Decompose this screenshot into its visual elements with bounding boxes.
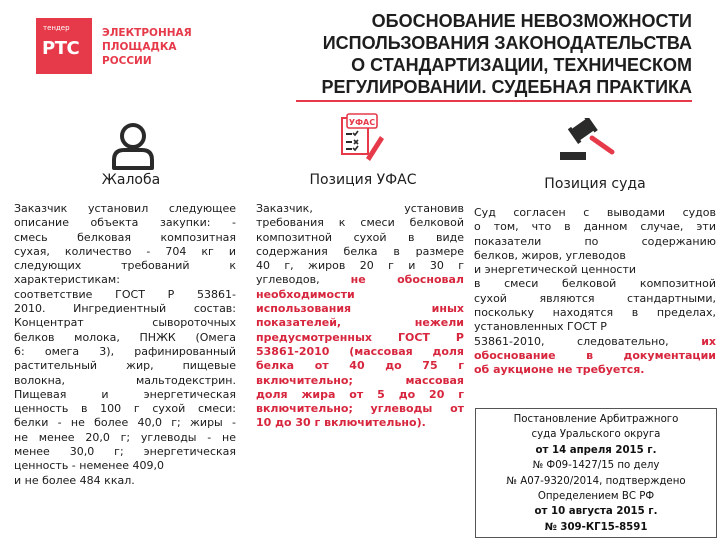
text-line: композитной сухой в виде bbox=[256, 230, 464, 244]
court-text bbox=[474, 206, 716, 378]
text-line: установленных ГОСТ Р bbox=[474, 320, 607, 334]
gavel-icon bbox=[556, 118, 618, 164]
title-line: О СТАНДАРТИЗАЦИИ, ТЕХНИЧЕСКОМ bbox=[351, 55, 692, 75]
text-fragment: углеводов, bbox=[256, 273, 320, 287]
logo-line: ЭЛЕКТРОННАЯ bbox=[102, 27, 192, 39]
text-line: характеристикам: bbox=[14, 273, 120, 287]
page-title bbox=[272, 10, 692, 98]
decision-line: Определением ВС РФ bbox=[537, 491, 655, 503]
text-line-mixed bbox=[256, 273, 464, 287]
text-line: 10 до 30 г включительно). bbox=[256, 416, 426, 430]
text-line: и энергетической ценности bbox=[474, 263, 637, 277]
logo-badge bbox=[36, 18, 92, 74]
text-line: Заказчик установил следующее bbox=[14, 202, 236, 215]
text-line: смесь белковая композитная bbox=[14, 230, 236, 244]
decision-line: суда Уральского округа bbox=[531, 429, 661, 441]
text-line: растительный жир, пищевые bbox=[14, 359, 236, 373]
text-line: поскольку находятся в пределах, bbox=[474, 306, 716, 320]
text-line: 53861-2010 (массовая доля bbox=[256, 344, 464, 358]
text-line: сухая, количество - 704 кг и bbox=[14, 244, 236, 258]
text-line: показатели по содержанию bbox=[474, 234, 716, 248]
text-line: Суд согласен с выводами судов bbox=[474, 206, 716, 219]
decision-line: № Ф09-1427/15 по делу bbox=[532, 460, 660, 472]
fas-document-icon bbox=[336, 112, 386, 164]
text-line: следующих требований к bbox=[14, 259, 236, 273]
fas-text bbox=[256, 202, 464, 431]
text-line: белки - не более 40,0 г; жиры - bbox=[14, 416, 236, 430]
logo bbox=[36, 18, 206, 78]
text-line: включительно; массовая bbox=[256, 373, 464, 387]
title-line: РЕГУЛИРОВАНИИ. СУДЕБНАЯ ПРАКТИКА bbox=[321, 77, 692, 97]
text-line: соответствие ГОСТ Р 53861- bbox=[14, 287, 236, 301]
fas-label: УФАС bbox=[348, 118, 376, 127]
text-line: не менее 20,0 г; углеводы - не bbox=[14, 430, 236, 444]
text-line-mixed bbox=[474, 335, 716, 349]
text-line: Заказчик, установив bbox=[256, 202, 464, 215]
text-line: ценность в 100 г сухой смеси: bbox=[14, 402, 236, 416]
text-line: и не более 484 ккал. bbox=[14, 473, 135, 487]
text-line: 2010. Ингредиентный состав: bbox=[14, 302, 236, 316]
logo-badge-big: РТС bbox=[42, 38, 80, 59]
text-line: белков молока, ПНЖК (Омега bbox=[14, 330, 236, 344]
title-line: ИСПОЛЬЗОВАНИЯ ЗАКОНОДАТЕЛЬСТВА bbox=[322, 33, 692, 53]
text-line: показателей, нежели bbox=[256, 316, 464, 330]
text-line: волокна, мальтодекстрин. bbox=[14, 373, 236, 387]
complaint-text bbox=[14, 202, 236, 488]
logo-line: РОССИИ bbox=[102, 55, 152, 67]
complaint-heading: Жалоба bbox=[101, 172, 161, 188]
text-line: предусмотренных ГОСТ Р bbox=[256, 330, 464, 344]
court-heading: Позиция суда bbox=[544, 176, 646, 192]
logo-text bbox=[102, 26, 212, 68]
text-line: 6: омега 3), рафинированный bbox=[14, 344, 236, 358]
highlight-fragment: не обосновал bbox=[350, 273, 464, 287]
logo-line: ПЛОЩАДКА bbox=[102, 41, 177, 53]
highlight-fragment: их bbox=[701, 334, 716, 348]
text-line: включительно; углеводы от bbox=[256, 402, 464, 416]
text-line: белков, жиров, углеводов bbox=[474, 248, 626, 262]
decision-line: Постановление Арбитражного bbox=[513, 414, 679, 425]
decision-line: № А07-9320/2014, подтверждено bbox=[506, 475, 686, 487]
text-line: Концентрат сывороточных bbox=[14, 316, 236, 330]
court-decision-box bbox=[475, 408, 717, 538]
text-fragment: 53861-2010, следовательно, bbox=[474, 334, 669, 348]
text-line: описание объекта закупки: - bbox=[14, 216, 236, 230]
text-line: Пищевая и энергетическая bbox=[14, 387, 236, 401]
text-line: требования к смеси белковой bbox=[256, 216, 464, 230]
text-line: содержания белка в размере bbox=[256, 244, 464, 258]
person-icon bbox=[108, 122, 158, 170]
text-line: об аукционе не требуется. bbox=[474, 363, 645, 377]
text-line: 40 г, жиров 20 г и 30 г bbox=[256, 259, 464, 273]
text-line: доля жира от 5 до 20 г bbox=[256, 387, 464, 401]
text-line: сухой являются стандартными, bbox=[474, 291, 716, 305]
text-line: в смеси белковой композитной bbox=[474, 277, 716, 291]
fas-heading: Позиция УФАС bbox=[309, 172, 417, 188]
text-line: менее 30,0 г; энергетическая bbox=[14, 445, 236, 459]
decision-line: № 309-КГ15-8591 bbox=[544, 521, 648, 533]
logo-badge-small: тендер bbox=[43, 24, 70, 32]
text-line: обоснование в документации bbox=[474, 348, 716, 362]
decision-line: от 10 августа 2015 г. bbox=[534, 506, 658, 518]
text-line: ценность - неменее 409,0 bbox=[14, 459, 165, 473]
title-line: ОБОСНОВАНИЕ НЕВОЗМОЖНОСТИ bbox=[371, 11, 692, 31]
text-line: необходимости bbox=[256, 287, 355, 301]
text-line: о том, что в данном случае, эти bbox=[474, 220, 716, 234]
text-line: белка от 40 до 75 г bbox=[256, 359, 464, 373]
decision-line: от 14 апреля 2015 г. bbox=[535, 444, 657, 456]
text-line: использования иных bbox=[256, 302, 464, 316]
title-divider bbox=[296, 100, 692, 102]
